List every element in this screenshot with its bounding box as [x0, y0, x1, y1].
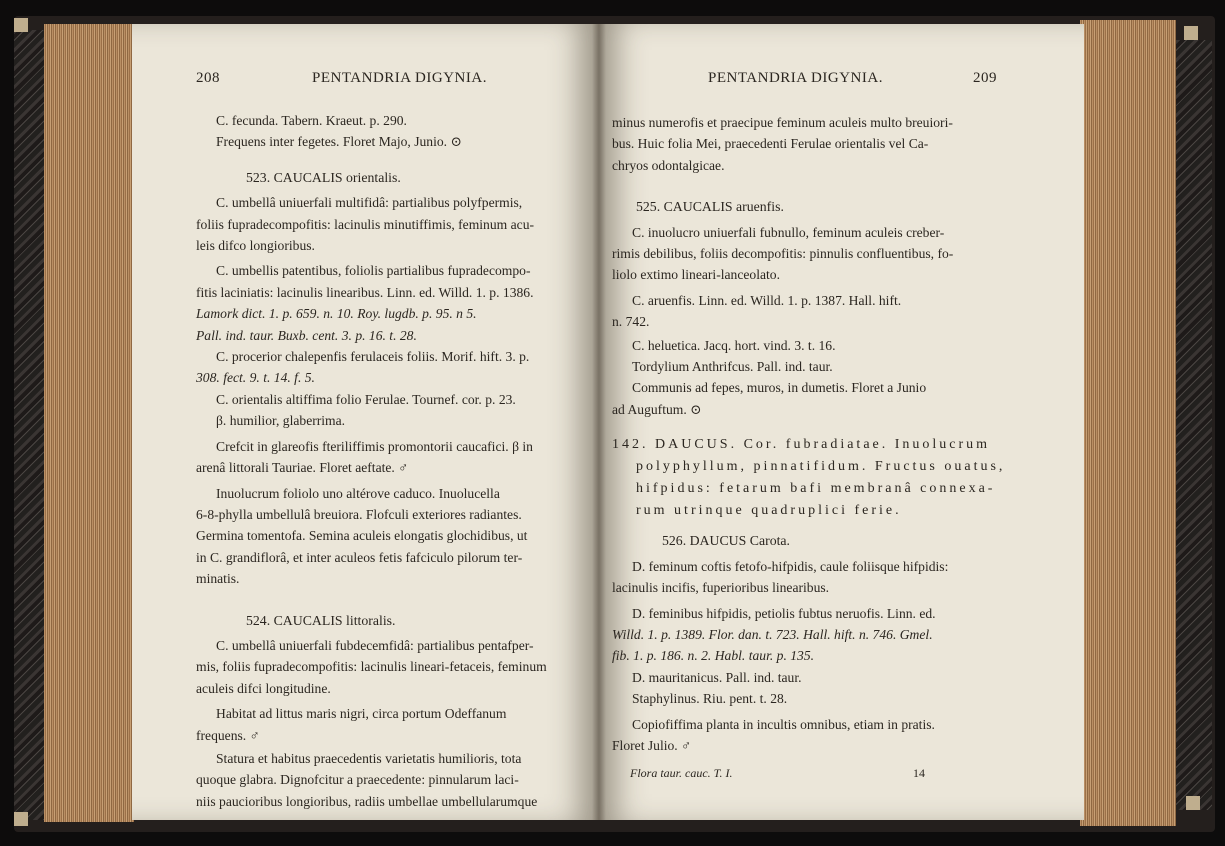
- corner-bottom-right: [1186, 796, 1200, 810]
- line: C. heluetica. Jacq. hort. vind. 3. t. 16.: [632, 337, 836, 353]
- line: quoque glabra. Dignofcitur a praecedente: pinnularum laci-: [196, 772, 519, 788]
- line: C. umbellâ uniuerfali multifidâ: partialibus polyfpermis,: [216, 195, 523, 211]
- line: D. feminum coftis fetofo-hifpidis, caule foliisque hifpidis:: [632, 558, 949, 574]
- corner-top-right: [1184, 26, 1198, 40]
- line: Communis ad fepes, muros, in dumetis. Floret a Junio: [632, 380, 927, 396]
- right-page: [598, 24, 1084, 820]
- line: Habitat ad littus maris nigri, circa portum Odeffanum: [216, 706, 507, 722]
- line: Willd. 1. p. 1389. Flor. dan. t. 723. Hall. hift. n. 746. Gmel.: [612, 626, 933, 642]
- line: C. umbellis patentibus, foliolis partialibus fupradecompo-: [216, 263, 531, 279]
- line: arenâ littorali Tauriae. Floret aeftate. ♂: [196, 460, 409, 476]
- line: 6-8-phylla umbellulâ breuiora. Flofculi exteriores radiantes.: [196, 506, 522, 522]
- line: hifpidus: fetarum bafi membranâ connexa-: [636, 481, 996, 497]
- line: C. orientalis altiffima folio Ferulae. Tournef. cor. p. 23.: [216, 391, 516, 407]
- section-heading: 525. CAUCALIS aruenfis.: [636, 199, 784, 215]
- footer-sheet-number: 14: [913, 766, 925, 780]
- line: fitis laciniatis: lacinulis linearibus. Linn. ed. Willd. 1. p. 1386.: [196, 284, 534, 300]
- line: C. inuolucro uniuerfali fubnullo, feminum aculeis creber-: [632, 224, 945, 240]
- line: Lamork dict. 1. p. 659. n. 10. Roy. lugdb. p. 95. n 5.: [196, 306, 477, 322]
- line: C. aruenfis. Linn. ed. Willd. 1. p. 1387. Hall. hift.: [632, 292, 902, 308]
- line: Frequens inter fegetes. Floret Majo, Junio. ⊙: [216, 134, 462, 150]
- line: liolo extimo lineari-lanceolato.: [612, 267, 780, 283]
- section-heading: 526. DAUCUS Carota.: [662, 533, 790, 549]
- line: Copiofiffima planta in incultis omnibus, etiam in pratis.: [632, 716, 935, 732]
- line: in C. grandiflorâ, et inter aculeos fetis fafciculo pilorum ter-: [196, 549, 523, 565]
- line: leis difco longioribus.: [196, 238, 315, 254]
- marbled-board-right: [1176, 40, 1212, 810]
- line: C. fecunda. Tabern. Kraeut. p. 290.: [216, 113, 407, 128]
- line: Statura et habitus praecedentis varietatis humilioris, tota: [216, 750, 522, 766]
- line: lacinulis incifis, fuperioribus linearibus.: [612, 580, 830, 596]
- line: rimis debilibus, foliis decompofitis: pinnulis confluentibus, fo-: [612, 246, 954, 262]
- line: niis paucioribus longioribus, radiis umbellae umbellularumque: [196, 793, 538, 809]
- footer-signature: Flora taur. cauc. T. I.: [630, 766, 733, 780]
- genus-heading: 142. DAUCUS. Cor. fubradiatae. Inuolucrum: [612, 437, 991, 453]
- line: polyphyllum, pinnatifidum. Fructus ouatus,: [636, 459, 1006, 475]
- line: C. procerior chalepenfis ferulaceis foliis. Morif. hift. 3. p.: [216, 349, 530, 365]
- line: Germina tomentofa. Semina aculeis elongatis glochidibus, ut: [196, 528, 528, 544]
- line: chryos odontalgicae.: [612, 157, 725, 173]
- line: mis, foliis fupradecompofitis: lacinulis lineari-fetaceis, feminum: [196, 659, 547, 675]
- page-edges-right: [1080, 20, 1176, 826]
- line: ad Auguftum. ⊙: [612, 401, 702, 417]
- line: Floret Julio. ♂: [612, 737, 692, 753]
- section-heading: 524. CAUCALIS littoralis.: [246, 612, 396, 628]
- line: β. humilior, glaberrima.: [216, 413, 346, 429]
- left-page: [132, 24, 598, 820]
- line: D. feminibus hifpidis, petiolis fubtus neruofis. Linn. ed.: [632, 605, 936, 621]
- section-heading: 523. CAUCALIS orientalis.: [246, 169, 401, 185]
- line: rum utrinque quadruplici ferie.: [636, 503, 902, 519]
- right-running-head: PENTANDRIA DIGYNIA.: [708, 70, 883, 86]
- line: C. umbellâ uniuerfali fubdecemfidâ: partialibus pentafper-: [216, 637, 534, 653]
- line: Pall. ind. taur. Buxb. cent. 3. p. 16. t. 28.: [196, 327, 417, 343]
- left-page-number: 208: [196, 70, 220, 86]
- left-running-head: PENTANDRIA DIGYNIA.: [312, 70, 487, 86]
- line: foliis fupradecompofitis: lacinulis minutiffimis, feminum acu-: [196, 216, 535, 232]
- line: aculeis difci longitudine.: [196, 680, 331, 696]
- left-text-block: [196, 110, 596, 812]
- book-gutter: [592, 24, 606, 820]
- line: 308. fect. 9. t. 14. f. 5.: [196, 370, 315, 386]
- corner-bottom-left: [14, 812, 28, 826]
- line: Inuolucrum foliolo uno altérove caduco. Inuolucella: [216, 485, 500, 501]
- line: bus. Huic folia Mei, praecedenti Ferulae orientalis vel Ca-: [612, 136, 929, 152]
- line: minatis.: [196, 571, 240, 587]
- line: minus numerofis et praecipue feminum aculeis multo breuiori-: [612, 115, 953, 130]
- line: n. 742.: [612, 314, 650, 330]
- line: D. mauritanicus. Pall. ind. taur.: [632, 669, 802, 685]
- line: Tordylium Anthrifcus. Pall. ind. taur.: [632, 359, 833, 375]
- line: Staphylinus. Riu. pent. t. 28.: [632, 691, 788, 707]
- page-edges-left: [44, 24, 134, 822]
- line: fib. 1. p. 186. n. 2. Habl. taur. p. 135.: [612, 648, 815, 664]
- corner-top-left: [14, 18, 28, 32]
- line: frequens. ♂: [196, 727, 260, 743]
- line: Crefcit in glareofis fteriliffimis promontorii caucafici. β in: [216, 438, 533, 454]
- right-text-block: [612, 112, 1008, 756]
- right-page-number: 209: [973, 70, 997, 86]
